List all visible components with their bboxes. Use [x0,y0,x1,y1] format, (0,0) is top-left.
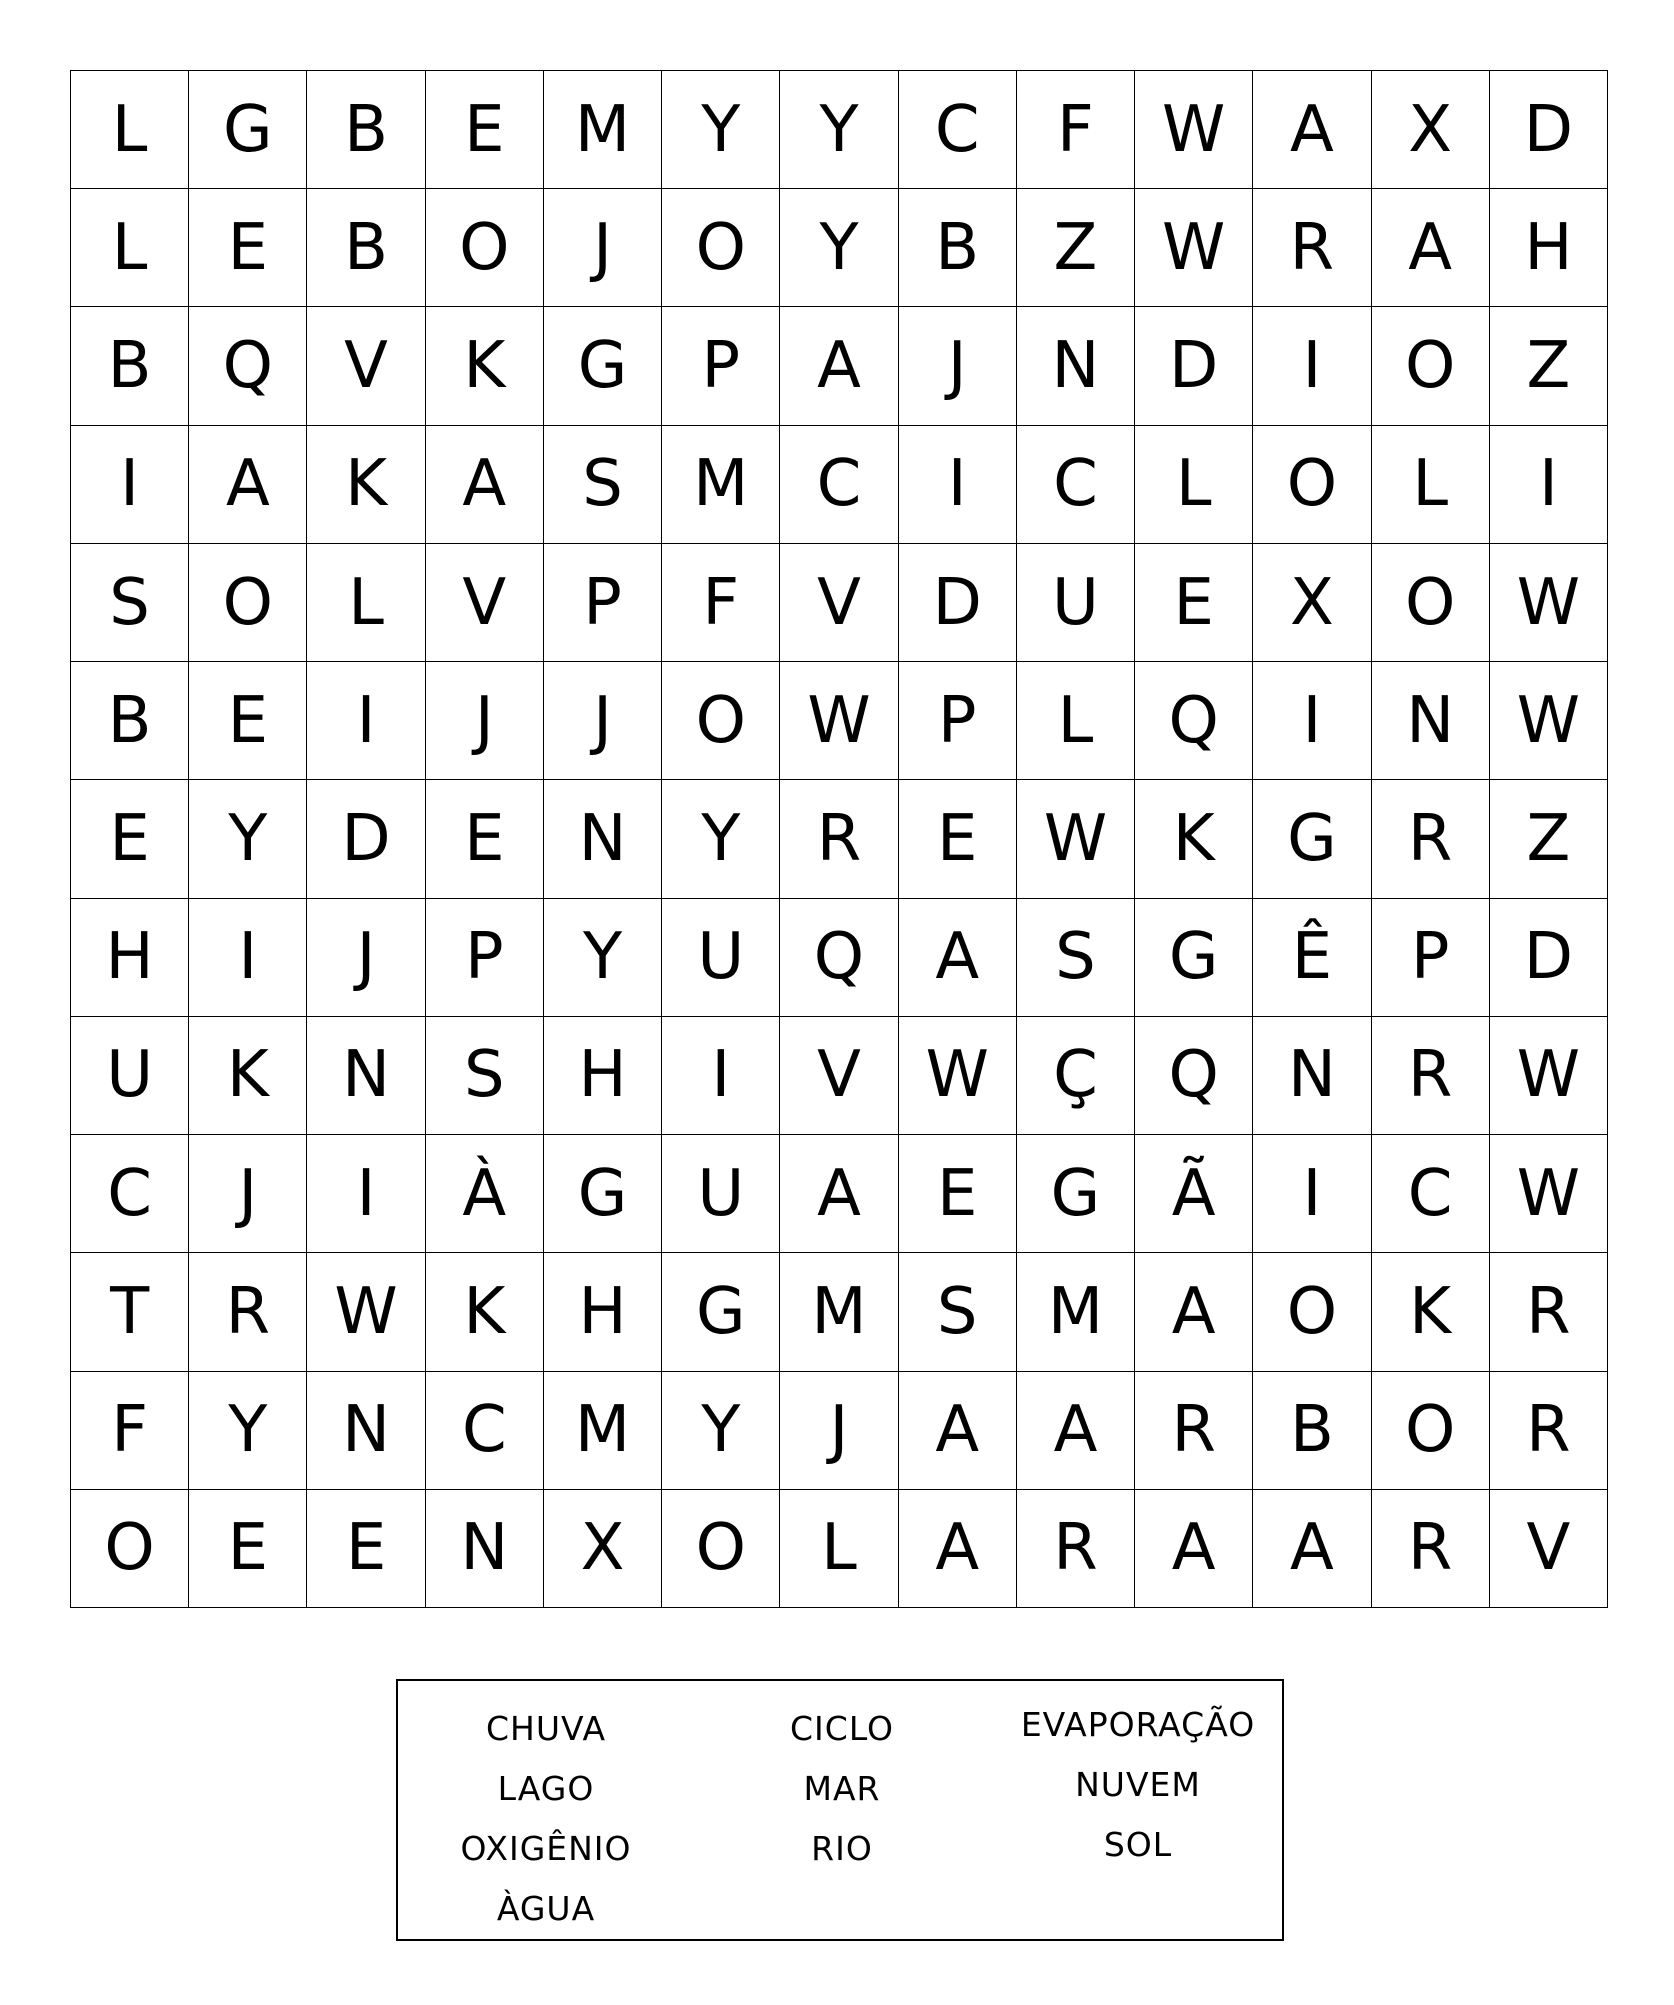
grid-cell[interactable]: B [71,307,189,425]
grid-cell[interactable]: Y [780,189,898,307]
grid-cell[interactable]: D [1490,71,1608,189]
grid-cell[interactable]: U [1017,544,1135,662]
grid-cell[interactable]: R [1490,1253,1608,1371]
grid-cell[interactable]: Ê [1253,899,1371,1017]
grid-cell[interactable]: W [1135,71,1253,189]
grid-cell[interactable]: A [780,1135,898,1253]
grid-cell[interactable]: O [662,1490,780,1608]
grid-cell[interactable]: T [71,1253,189,1371]
grid-cell[interactable]: K [189,1017,307,1135]
grid-cell[interactable]: Y [662,780,780,898]
grid-cell[interactable]: G [189,71,307,189]
word-item: RIO [811,1829,873,1868]
grid-cell[interactable]: G [544,307,662,425]
grid-cell[interactable]: O [1372,1372,1490,1490]
grid-cell[interactable]: U [662,899,780,1017]
grid-cell[interactable]: O [662,662,780,780]
grid-cell[interactable]: O [426,189,544,307]
grid-cell[interactable]: B [307,71,425,189]
grid-cell[interactable]: R [1372,1490,1490,1608]
grid-cell[interactable]: Y [544,899,662,1017]
grid-cell[interactable]: W [780,662,898,780]
grid-cell[interactable]: K [1135,780,1253,898]
grid-cell[interactable]: L [1017,662,1135,780]
grid-cell[interactable]: G [1253,780,1371,898]
grid-cell[interactable]: V [426,544,544,662]
grid-cell[interactable]: V [780,544,898,662]
grid-cell[interactable]: R [189,1253,307,1371]
grid-cell[interactable]: J [307,899,425,1017]
word-item: SOL [1103,1825,1173,1864]
grid-cell[interactable]: O [662,189,780,307]
grid-cell[interactable]: N [1253,1017,1371,1135]
grid-cell[interactable]: W [1017,780,1135,898]
grid-cell[interactable]: M [544,71,662,189]
grid-cell[interactable]: O [189,544,307,662]
grid-cell[interactable]: C [1017,426,1135,544]
grid-cell[interactable]: A [1017,1372,1135,1490]
grid-cell[interactable]: K [426,307,544,425]
grid-cell[interactable]: Ç [1017,1017,1135,1135]
grid-cell[interactable]: B [899,189,1017,307]
grid-cell[interactable]: Y [662,71,780,189]
grid-cell[interactable]: W [307,1253,425,1371]
grid-cell[interactable]: Q [1135,662,1253,780]
grid-cell[interactable]: R [1372,780,1490,898]
grid-cell[interactable]: C [899,71,1017,189]
grid-cell[interactable]: L [1135,426,1253,544]
grid-cell[interactable]: A [1253,71,1371,189]
grid-cell[interactable]: E [189,1490,307,1608]
grid-cell[interactable]: N [1017,307,1135,425]
grid-cell[interactable]: F [71,1372,189,1490]
grid-cell[interactable]: H [71,899,189,1017]
grid-cell[interactable]: O [1372,307,1490,425]
grid-cell[interactable]: C [71,1135,189,1253]
grid-cell[interactable]: G [1017,1135,1135,1253]
grid-cell[interactable]: S [899,1253,1017,1371]
grid-cell[interactable]: G [662,1253,780,1371]
grid-cell[interactable]: R [1372,1017,1490,1135]
grid-cell[interactable]: W [1135,189,1253,307]
grid-cell[interactable]: E [189,189,307,307]
grid-cell[interactable]: I [1253,1135,1371,1253]
grid-cell[interactable]: C [1372,1135,1490,1253]
grid-cell[interactable]: N [1372,662,1490,780]
grid-cell[interactable]: F [662,544,780,662]
grid-cell[interactable]: A [780,307,898,425]
word-list-column-2 [694,1699,990,1879]
grid-cell[interactable]: G [544,1135,662,1253]
grid-cell[interactable]: J [544,189,662,307]
grid-cell[interactable]: K [1372,1253,1490,1371]
grid-cell[interactable]: W [1490,1135,1608,1253]
grid-cell[interactable]: N [426,1490,544,1608]
word-search-grid [70,70,1608,1608]
word-item: LAGO [497,1769,595,1808]
word-item: MAR [803,1769,881,1808]
grid-cell[interactable]: R [1253,189,1371,307]
grid-cell[interactable]: R [1135,1372,1253,1490]
grid-cell[interactable]: Z [1490,307,1608,425]
grid-cell[interactable]: I [899,426,1017,544]
grid-cell[interactable]: N [307,1372,425,1490]
grid-cell[interactable]: P [899,662,1017,780]
grid-cell[interactable]: Q [189,307,307,425]
grid-cell[interactable]: J [544,662,662,780]
grid-cell[interactable]: Y [189,1372,307,1490]
grid-cell[interactable]: X [1253,544,1371,662]
grid-cell[interactable]: J [780,1372,898,1490]
grid-cell[interactable]: R [1017,1490,1135,1608]
grid-cell[interactable]: A [189,426,307,544]
grid-cell[interactable]: D [307,780,425,898]
word-item: CHUVA [485,1709,607,1748]
grid-cell[interactable]: E [189,662,307,780]
word-list-column-3 [990,1695,1286,1875]
grid-cell[interactable]: V [780,1017,898,1135]
grid-cell[interactable]: N [544,780,662,898]
word-item: ÀGUA [496,1889,596,1928]
grid-cell[interactable]: H [1490,189,1608,307]
grid-cell[interactable]: U [71,1017,189,1135]
grid-cell[interactable]: H [544,1253,662,1371]
grid-cell[interactable]: X [1372,71,1490,189]
grid-cell[interactable]: E [426,780,544,898]
grid-cell[interactable]: R [1490,1372,1608,1490]
grid-cell[interactable]: M [1017,1253,1135,1371]
grid-cell[interactable]: H [544,1017,662,1135]
grid-cell[interactable]: I [662,1017,780,1135]
grid-cell[interactable]: N [307,1017,425,1135]
grid-cell[interactable]: Z [1017,189,1135,307]
grid-cell[interactable]: S [71,544,189,662]
grid-cell[interactable]: L [780,1490,898,1608]
grid-cell[interactable]: O [1372,544,1490,662]
grid-cell[interactable]: Y [780,71,898,189]
grid-cell[interactable]: O [1253,1253,1371,1371]
grid-cell[interactable]: A [899,899,1017,1017]
grid-cell[interactable]: W [1490,662,1608,780]
grid-cell[interactable]: I [307,662,425,780]
grid-cell[interactable]: L [71,71,189,189]
grid-cell[interactable]: À [426,1135,544,1253]
grid-cell[interactable]: D [1490,899,1608,1017]
grid-cell[interactable]: Y [189,780,307,898]
grid-cell[interactable]: W [899,1017,1017,1135]
grid-cell[interactable]: A [426,426,544,544]
word-item: OXIGÊNIO [460,1829,632,1868]
grid-cell[interactable]: O [1253,426,1371,544]
grid-cell[interactable]: P [544,544,662,662]
grid-cell[interactable]: D [899,544,1017,662]
grid-cell[interactable]: J [426,662,544,780]
grid-cell[interactable]: E [426,71,544,189]
grid-cell[interactable]: V [1490,1490,1608,1608]
grid-cell[interactable]: F [1017,71,1135,189]
grid-cell[interactable]: A [1135,1490,1253,1608]
grid-cell[interactable]: E [899,1135,1017,1253]
word-list-box [396,1679,1284,1941]
grid-cell[interactable]: P [426,899,544,1017]
grid-cell[interactable]: A [1135,1253,1253,1371]
grid-cell[interactable]: Q [1135,1017,1253,1135]
grid-cell[interactable]: I [1253,307,1371,425]
grid-cell[interactable]: A [1253,1490,1371,1608]
grid-cell[interactable]: E [71,780,189,898]
grid-cell[interactable]: I [189,899,307,1017]
grid-cell[interactable]: I [1490,426,1608,544]
grid-cell[interactable]: M [662,426,780,544]
grid-cell[interactable]: V [307,307,425,425]
grid-cell[interactable]: J [189,1135,307,1253]
grid-cell[interactable]: Y [662,1372,780,1490]
grid-cell[interactable]: M [780,1253,898,1371]
word-item: CICLO [790,1709,894,1748]
grid-cell[interactable]: I [1253,662,1371,780]
grid-cell[interactable]: B [1253,1372,1371,1490]
grid-cell[interactable]: Q [780,899,898,1017]
grid-cell[interactable]: I [307,1135,425,1253]
grid-cell[interactable]: A [1372,189,1490,307]
grid-cell[interactable]: P [1372,899,1490,1017]
grid-cell[interactable]: L [1372,426,1490,544]
grid-cell[interactable]: D [1135,307,1253,425]
grid-cell[interactable]: K [307,426,425,544]
grid-cell[interactable]: M [544,1372,662,1490]
word-item: EVAPORAÇÃO [1020,1705,1256,1744]
grid-cell[interactable]: R [780,780,898,898]
grid-cell[interactable]: W [1490,1017,1608,1135]
grid-cell[interactable]: E [899,780,1017,898]
grid-cell[interactable]: Z [1490,780,1608,898]
grid-cell[interactable]: Ã [1135,1135,1253,1253]
grid-cell[interactable]: W [1490,544,1608,662]
grid-cell[interactable]: O [71,1490,189,1608]
grid-cell[interactable]: B [307,189,425,307]
word-list-column-1 [398,1699,694,1939]
grid-cell[interactable]: I [71,426,189,544]
grid-cell[interactable]: A [899,1490,1017,1608]
grid-cell[interactable]: X [544,1490,662,1608]
grid-cell[interactable]: J [899,307,1017,425]
grid-cell[interactable]: L [307,544,425,662]
grid-cell[interactable]: G [1135,899,1253,1017]
grid-cell[interactable]: P [662,307,780,425]
grid-cell[interactable]: C [426,1372,544,1490]
grid-cell[interactable]: S [1017,899,1135,1017]
grid-cell[interactable]: S [544,426,662,544]
grid-cell[interactable]: S [426,1017,544,1135]
grid-cell[interactable]: C [780,426,898,544]
grid-cell[interactable]: B [71,662,189,780]
grid-cell[interactable]: E [307,1490,425,1608]
grid-cell[interactable]: U [662,1135,780,1253]
word-item: NUVEM [1075,1765,1201,1804]
grid-cell[interactable]: L [71,189,189,307]
grid-cell[interactable]: K [426,1253,544,1371]
grid-cell[interactable]: E [1135,544,1253,662]
grid-cell[interactable]: A [899,1372,1017,1490]
